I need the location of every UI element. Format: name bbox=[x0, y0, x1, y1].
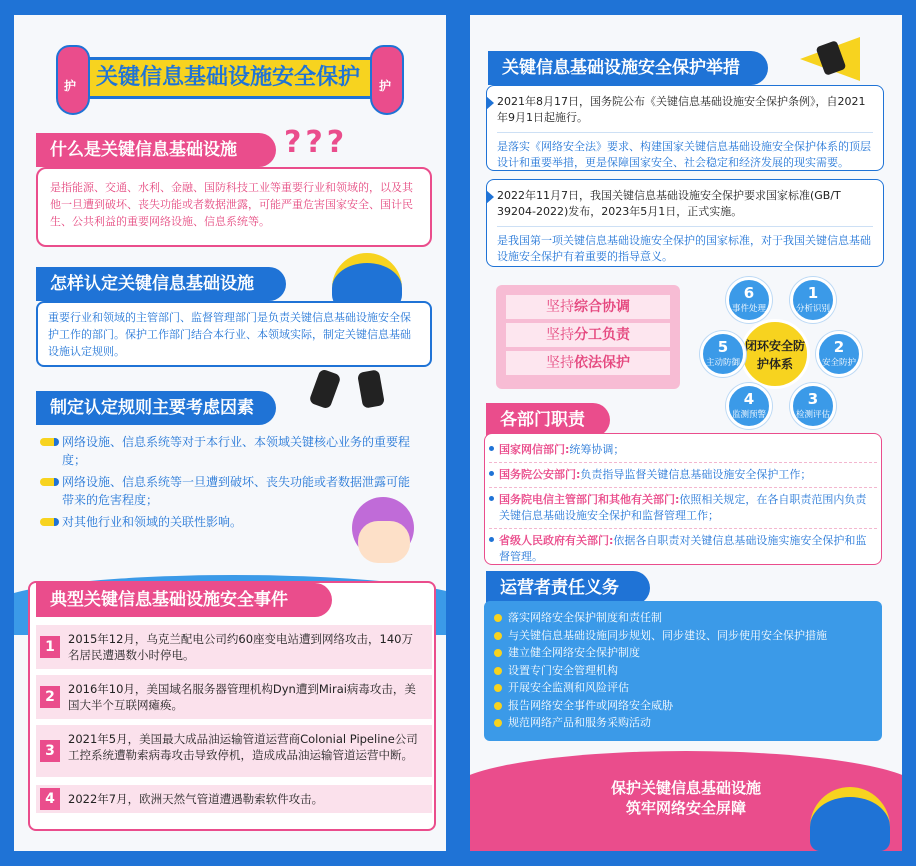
measure-main: 2021年8月17日，国务院公布《关键信息基础设施安全保护条例》，自2021年9月1日起施行。 bbox=[497, 95, 866, 124]
shield-mascot-left bbox=[56, 45, 90, 115]
factor-item: 网络设施、信息系统等对于本行业、本领域关键核心业务的重要程度； bbox=[40, 433, 420, 469]
department-desc: 统筹协调； bbox=[569, 443, 625, 456]
principle-bold: 依法保护 bbox=[574, 355, 630, 371]
department-item bbox=[489, 438, 877, 463]
cycle-node-5: 5 主动防御 bbox=[700, 331, 746, 377]
mascot-badge: 护 bbox=[379, 79, 392, 93]
principle-bold: 综合协调 bbox=[574, 299, 630, 315]
duty-item: 设置专门安全管理机构 bbox=[494, 662, 872, 680]
factors-header: 制定认定规则主要考虑因素 bbox=[36, 391, 276, 425]
cycle-node-6: 6 事件处理 bbox=[726, 277, 772, 323]
event-text: 2015年12月，乌克兰配电公司约60座变电站遭到网络攻击，140万名居民遭遇数小时停电。 bbox=[68, 632, 413, 662]
events-header: 典型关键信息基础设施安全事件 bbox=[36, 583, 332, 617]
department-name: 国务院公安部门: bbox=[499, 468, 581, 481]
operators-card bbox=[484, 601, 882, 741]
department-name: 国家网信部门: bbox=[499, 443, 570, 456]
character-legs-icon bbox=[357, 369, 385, 408]
principle-item bbox=[506, 295, 670, 319]
department-desc: 依照相关规定，在各自职责范围内负责关键信息基础设施安全保护和监督管理工作； bbox=[499, 493, 867, 522]
principle-prefix: 坚持 bbox=[546, 355, 574, 371]
event-item bbox=[36, 675, 432, 719]
left-panel bbox=[14, 15, 446, 851]
boy-face bbox=[358, 521, 410, 563]
cycle-node-2: 2 安全防护 bbox=[816, 331, 862, 377]
principle-prefix: 坚持 bbox=[546, 299, 574, 315]
event-text: 2021年5月，美国最大成品油运输管道运营商Colonial Pipeline公司工控系统遭勒索病毒攻击导致停机，造成成品油运输管道运营中断。 bbox=[68, 732, 418, 762]
department-desc: 依据各自职责对关键信息基础设施实施安全保护和监督管理。 bbox=[499, 534, 867, 563]
slogan-line-1: 保护关键信息基础设施 bbox=[610, 779, 761, 797]
factor-item: 网络设施、信息系统等一旦遭到破坏、丧失功能或者数据泄露可能带来的危害程度； bbox=[40, 473, 420, 509]
department-item bbox=[489, 463, 877, 488]
event-item bbox=[36, 625, 432, 669]
principle-item bbox=[506, 323, 670, 347]
slogan-line-2: 筑牢网络安全屏障 bbox=[625, 799, 746, 817]
principle-prefix: 坚持 bbox=[546, 327, 574, 343]
character-legs-icon bbox=[309, 368, 342, 409]
measure-sub: 是我国第一项关键信息基础设施安全保护的国家标准，对于我国关键信息基础设施安全保护有着重要的指导意义。 bbox=[497, 226, 873, 265]
measure-item bbox=[486, 85, 884, 171]
cycle-node-1: 1 分析识别 bbox=[790, 277, 836, 323]
duty-item: 与关键信息基础设施同步规划、同步建设、同步使用安全保护措施 bbox=[494, 627, 872, 645]
event-number: 3 bbox=[40, 740, 60, 762]
event-number: 1 bbox=[40, 636, 60, 658]
principle-item bbox=[506, 351, 670, 375]
duty-item: 建立健全网络安全保护制度 bbox=[494, 644, 872, 662]
principles-box bbox=[496, 285, 680, 389]
title-banner: 关键信息基础设施安全保护 bbox=[62, 57, 394, 99]
identify-header: 怎样认定关键信息基础设施 bbox=[36, 267, 286, 301]
shield-mascot-right bbox=[370, 45, 404, 115]
event-text: 2016年10月，美国域名服务器管理机构Dyn遭到Mirai病毒攻击，美国大半个互联网瘫痪。 bbox=[68, 682, 416, 712]
event-item bbox=[36, 725, 432, 777]
event-number: 2 bbox=[40, 686, 60, 708]
event-text: 2022年7月，欧洲天然气管道遭遇勒索软件攻击。 bbox=[68, 792, 324, 806]
departments-header: 各部门职责 bbox=[486, 403, 610, 437]
department-name: 国务院电信主管部门和其他有关部门: bbox=[499, 493, 680, 506]
event-number: 4 bbox=[40, 788, 60, 810]
departments-card bbox=[484, 433, 882, 565]
what-header: 什么是关键信息基础设施 bbox=[36, 133, 276, 167]
question-marks: ??? bbox=[284, 125, 349, 160]
mascot-badge: 护 bbox=[64, 79, 77, 93]
what-body: 是指能源、交通、水利、金融、国防科技工业等重要行业和领域的，以及其他一旦遭到破坏、丧失功能或者数据泄露，可能严重危害国家安全、国计民生、公共利益的重要网络设施、信息系统等。 bbox=[36, 167, 432, 247]
cycle-node-4: 4 监测预警 bbox=[726, 383, 772, 429]
principle-bold: 分工负责 bbox=[574, 327, 630, 343]
department-item bbox=[489, 529, 877, 569]
duty-item: 开展安全监测和风险评估 bbox=[494, 679, 872, 697]
cycle-node-3: 3 检测评估 bbox=[790, 383, 836, 429]
measures-header: 关键信息基础设施安全保护举措 bbox=[488, 51, 768, 85]
factor-item: 对其他行业和领域的关联性影响。 bbox=[40, 513, 420, 531]
identify-body: 重要行业和领域的主管部门、监督管理部门是负责关键信息基础设施安全保护工作的部门。保护工作部门结合本行业、本领域实际，制定关键信息基础设施认定规则。 bbox=[36, 301, 432, 367]
event-item bbox=[36, 785, 432, 813]
department-desc: 负责指导监督关键信息基础设施安全保护工作； bbox=[580, 468, 812, 481]
duty-item: 规范网络产品和服务采购活动 bbox=[494, 714, 872, 732]
department-name: 省级人民政府有关部门: bbox=[499, 534, 614, 547]
measure-item bbox=[486, 179, 884, 267]
operators-header: 运营者责任义务 bbox=[486, 571, 650, 605]
duty-item: 落实网络安全保护制度和责任制 bbox=[494, 609, 872, 627]
right-panel bbox=[470, 15, 902, 851]
measure-sub: 是落实《网络安全法》要求、构建国家关键信息基础设施安全保护体系的顶层设计和重要举措，更是保障国家安全、社会稳定和经济发展的现实需要。 bbox=[497, 132, 873, 171]
measure-main: 2022年11月7日，我国关键信息基础设施安全保护要求国家标准(GB/T 39204-2022)发布，2023年5月1日，正式实施。 bbox=[497, 189, 841, 218]
cycle-center: 闭环安全防护体系 bbox=[740, 319, 810, 389]
duty-item: 报告网络安全事件或网络安全威胁 bbox=[494, 697, 872, 715]
department-item bbox=[489, 488, 877, 529]
